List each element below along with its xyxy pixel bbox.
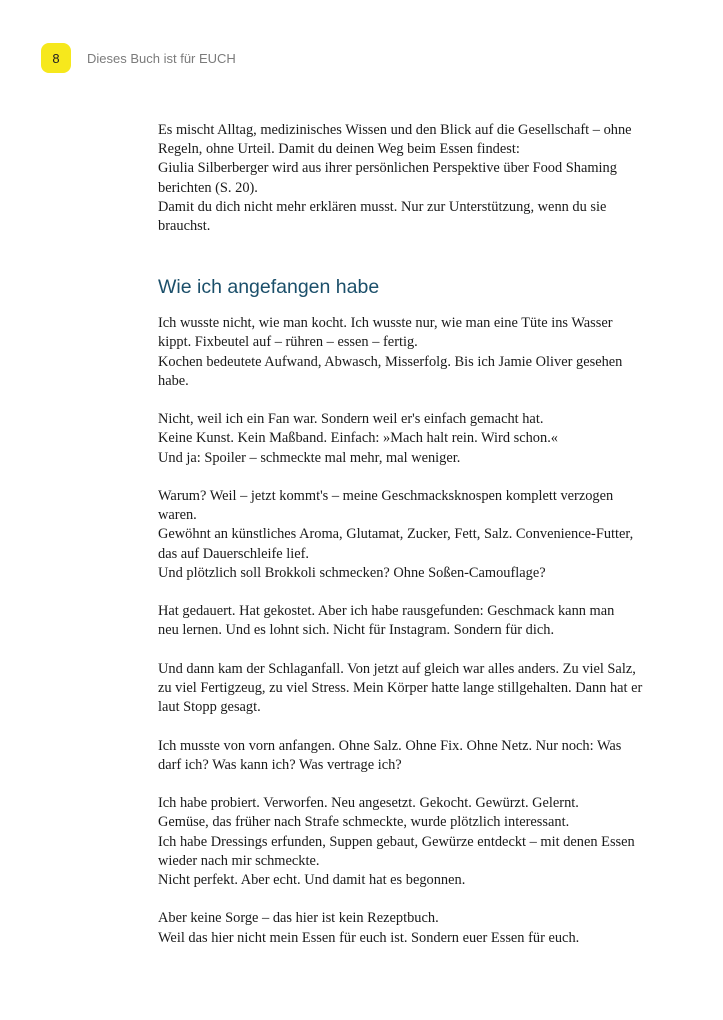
page-header xyxy=(41,43,236,73)
paragraph: Nicht, weil ich ein Fan war. Sondern weil er's einfach gemacht hat. Keine Kunst. Kein Maßband. Einfach: »Mach halt rein. Wird schon.« Und ja: Spoiler – schmeckte mal mehr, mal weniger. xyxy=(158,411,558,466)
paragraph: Ich habe probiert. Verworfen. Neu angesetzt. Gekocht. Gewürzt. Gelernt. Gemüse, das früher nach Strafe schmeckte, wurde plötzlich interessant. Ich habe Dressings erfunden, Suppen gebaut, Gewürze entdeckt – mit denen Essen wieder nach mir schmeckte. Nicht perfekt. Aber echt. Und damit hat es begonnen. xyxy=(158,795,635,889)
paragraph: Ich wusste nicht, wie man kocht. Ich wusste nur, wie man eine Tüte ins Wasser kippt. Fixbeutel auf – rühren – essen – fertig. Kochen bedeutete Aufwand, Abwasch, Misserfolg. Bis ich Jamie Oliver gesehen habe. xyxy=(158,315,623,389)
page-number-badge: 8 xyxy=(41,43,71,73)
paragraph: Ich musste von vorn anfangen. Ohne Salz. Ohne Fix. Ohne Netz. Nur noch: Was darf ich? Was kann ich? Was vertrage ich? xyxy=(158,737,622,773)
paragraph: Und dann kam der Schlaganfall. Von jetzt auf gleich war alles anders. Zu viel Salz, zu viel Fertigzeug, zu viel Stress. Mein Körper hatte lange stillgehalten. Dann hat er laut Stopp gesagt. xyxy=(158,660,643,716)
intro-paragraph: Es mischt Alltag, medizinisches Wissen und den Blick auf die Gesellschaft – ohne Regeln, ohne Urteil. Damit du deinen Weg beim Essen findest: Giulia Silberberger wird aus ihrer persönlichen Perspektive über Food Shaming berichten (S. 20). Damit du dich nicht mehr erklären musst. Nur zur Unterstützung, wenn du sie brauchst. xyxy=(158,122,632,235)
paragraph: Warum? Weil – jetzt kommt's – meine Geschmacksknospen komplett verzogen waren. Gewöhnt an künstliches Aroma, Glutamat, Zucker, Fett, Salz. Convenience-Futter, das auf Dauerschleife lief. Und plötzlich soll Brokkoli schmecken? Ohne Soßen-Camouflage? xyxy=(158,488,634,581)
paragraph: Aber keine Sorge – das hier ist kein Rezeptbuch. Weil das hier nicht mein Essen für euch ist. Sondern euer Essen für euch. xyxy=(158,910,580,946)
section-body xyxy=(158,314,668,948)
section-heading: Wie ich angefangen habe xyxy=(158,276,380,299)
paragraph: Hat gedauert. Hat gekostet. Aber ich habe rausgefunden: Geschmack kann man neu lernen. Und es lohnt sich. Nicht für Instagram. Sondern für dich. xyxy=(158,603,615,639)
running-title: Dieses Buch ist für EUCH xyxy=(87,50,236,66)
page-content xyxy=(158,121,668,948)
